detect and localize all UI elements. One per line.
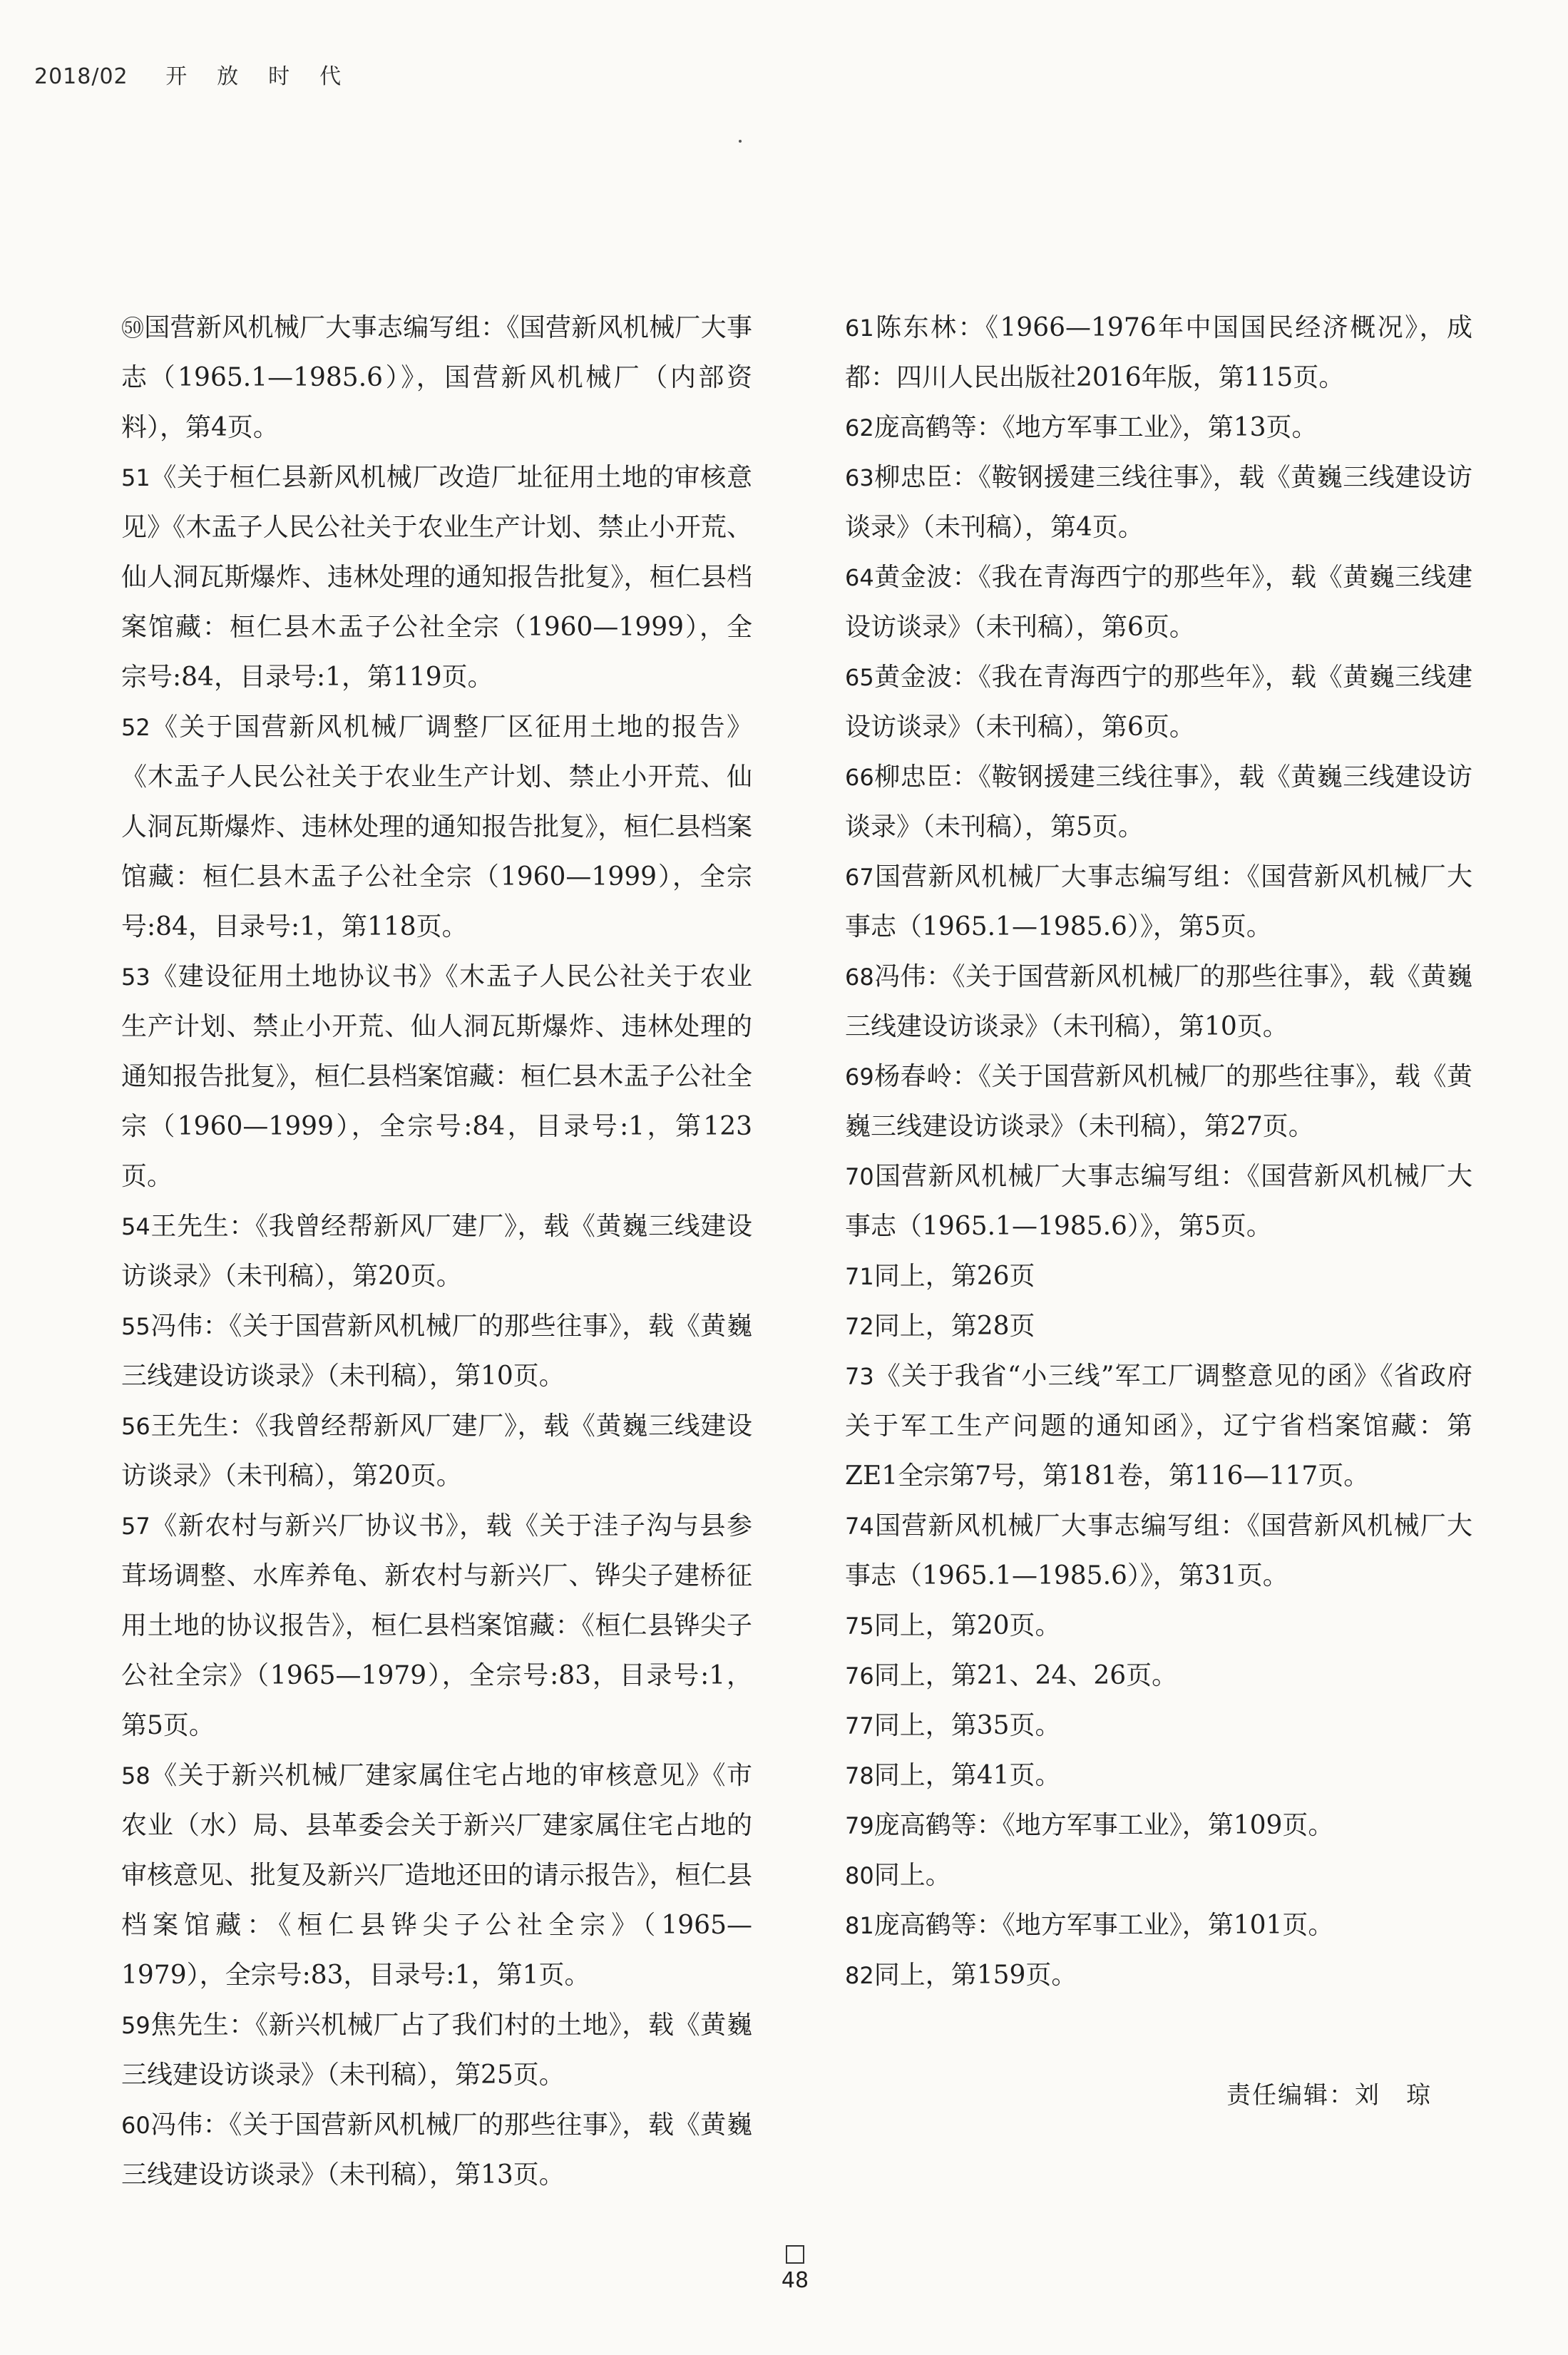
footnote-text: 黄金波：《我在青海西宁的那些年》，载《黄巍三线建设访谈录》（未刊稿），第6页。 xyxy=(845,663,1472,742)
footnote-text: 焦先生：《新兴机械厂占了我们村的土地》，载《黄巍三线建设访谈录》（未刊稿），第25页。 xyxy=(121,2011,752,2090)
footnote-number: 56 xyxy=(121,1413,150,1440)
footnote-text: 同上，第41页。 xyxy=(873,1761,1061,1790)
footnote-number: 71 xyxy=(845,1263,874,1290)
footnote xyxy=(121,453,752,703)
footnote xyxy=(845,653,1472,752)
footnote xyxy=(121,952,752,1202)
footnote-text: 陈东林：《1966—1976年中国国民经济概况》，成都：四川人民出版社2016年版，第115页。 xyxy=(845,313,1472,392)
footnote-text: 同上，第28页 xyxy=(873,1312,1035,1341)
footnote-number: 74 xyxy=(845,1513,874,1540)
footnote-text: 王先生：《我曾经帮新风厂建厂》，载《黄巍三线建设访谈录》（未刊稿），第20页。 xyxy=(121,1212,752,1291)
footnote-text: 国营新风机械厂大事志编写组：《国营新风机械厂大事志（1965.1—1985.6）》，第5页。 xyxy=(845,1162,1472,1241)
footnote-text: 柳忠臣：《鞍钢援建三线往事》，载《黄巍三线建设访谈录》（未刊稿），第4页。 xyxy=(845,463,1472,542)
footnote xyxy=(845,453,1472,553)
footnote xyxy=(845,1751,1472,1801)
footnote-number: 57 xyxy=(121,1513,150,1540)
footnote xyxy=(845,952,1472,1052)
footnote-number: 54 xyxy=(121,1213,150,1240)
footnote-number: 66 xyxy=(845,764,874,791)
footnote-text: 冯伟：《关于国营新风机械厂的那些往事》，载《黄巍三线建设访谈录》（未刊稿），第13页。 xyxy=(121,2110,752,2190)
footnote-number: 55 xyxy=(121,1313,150,1340)
footnote xyxy=(845,1501,1472,1601)
footnote-number: 79 xyxy=(845,1812,874,1839)
footnote xyxy=(845,303,1472,403)
footnote xyxy=(845,553,1472,653)
footnote-text: 《关于桓仁县新风机械厂改造厂址征用土地的审核意见》《木盂子人民公社关于农业生产计划、禁止小开荒、仙人洞瓦斯爆炸、违林处理的通知报告批复》，桓仁县档案馆藏：桓仁县木盂子公社全宗（1960—1999），全宗号:84，目录号:1，第119页。 xyxy=(121,463,752,692)
footnote xyxy=(845,1052,1472,1152)
footnote-text: 庞高鹤等：《地方军事工业》，第101页。 xyxy=(873,1911,1334,1940)
footnote-number: 67 xyxy=(845,864,874,891)
footnote-number: 68 xyxy=(845,964,874,991)
footnote-text: 王先生：《我曾经帮新风厂建厂》，载《黄巍三线建设访谈录》（未刊稿），第20页。 xyxy=(121,1411,752,1491)
running-header xyxy=(34,58,371,90)
page-marker-box xyxy=(786,2245,804,2264)
footnote xyxy=(845,1801,1472,1851)
footnote-number: 81 xyxy=(845,1912,874,1939)
footnote-text: 国营新风机械厂大事志编写组：《国营新风机械厂大事志（1965.1—1985.6）》，第31页。 xyxy=(845,1511,1472,1590)
footnote-number: 76 xyxy=(845,1662,874,1690)
scan-dot xyxy=(739,140,742,143)
notes-column-right xyxy=(845,303,1472,2001)
footnote xyxy=(845,752,1472,852)
footnote-text: 《关于国营新风机械厂调整厂区征用土地的报告》《木盂子人民公社关于农业生产计划、禁止小开荒、仙人洞瓦斯爆炸、违林处理的通知报告批复》，桓仁县档案馆藏：桓仁县木盂子公社全宗（1960—1999），全宗号:84，目录号:1，第118页。 xyxy=(121,712,752,941)
footnote xyxy=(845,1901,1472,1951)
footnote xyxy=(845,403,1472,453)
footnote-text: 《建设征用土地协议书》《木盂子人民公社关于农业生产计划、禁止小开荒、仙人洞瓦斯爆炸、违林处理的通知报告批复》，桓仁县档案馆藏：桓仁县木盂子公社全宗（1960—1999），全宗号:84，目录号:1，第123页。 xyxy=(121,962,752,1191)
footnote-number: 75 xyxy=(845,1613,874,1640)
page-number: 48 xyxy=(781,2268,809,2293)
footnote-number: 65 xyxy=(845,664,874,691)
footnote-text: 同上，第21、24、26页。 xyxy=(873,1661,1178,1690)
footnote xyxy=(121,703,752,952)
footnote xyxy=(845,1152,1472,1252)
footnote-text: 黄金波：《我在青海西宁的那些年》，载《黄巍三线建设访谈录》（未刊稿），第6页。 xyxy=(845,563,1472,642)
footnote-number: 62 xyxy=(845,414,874,441)
footnote xyxy=(121,2001,752,2100)
footnote-text: 《新农村与新兴厂协议书》，载《关于洼子沟与县参茸场调整、水库养龟、新农村与新兴厂、铧尖子建桥征用土地的协议报告》，桓仁县档案馆藏：《桓仁县铧尖子公社全宗》（1965—1979），全宗号:83，目录号:1，第5页。 xyxy=(121,1511,752,1740)
page-footer xyxy=(777,2245,813,2293)
footnote-text: 庞高鹤等：《地方军事工业》，第13页。 xyxy=(873,413,1318,442)
footnote-number: 61 xyxy=(845,315,874,342)
footnote-text: 庞高鹤等：《地方军事工业》，第109页。 xyxy=(873,1811,1334,1840)
footnote-number: ㊿ xyxy=(121,315,145,342)
notes-column-left xyxy=(121,303,752,2200)
footnote-number: 52 xyxy=(121,714,150,741)
footnote-text: 同上，第159页。 xyxy=(873,1961,1077,1990)
footnote-text: 同上，第26页 xyxy=(873,1262,1035,1291)
footnote-text: 同上。 xyxy=(873,1861,951,1890)
footnote xyxy=(121,303,752,453)
footnote-number: 69 xyxy=(845,1063,874,1090)
footnote-text: 同上，第35页。 xyxy=(873,1711,1061,1740)
footnote-text: 《关于我省“小三线”军工厂调整意见的函》《省政府关于军工生产问题的通知函》，辽宁省档案馆藏：第ZE1全宗第7号，第181卷，第116—117页。 xyxy=(845,1362,1472,1491)
footnote-text: 冯伟：《关于国营新风机械厂的那些往事》，载《黄巍三线建设访谈录》（未刊稿），第10页。 xyxy=(121,1312,752,1391)
footnote xyxy=(845,1851,1472,1901)
footnote-number: 77 xyxy=(845,1712,874,1740)
footnote-number: 60 xyxy=(121,2112,150,2139)
footnote-text: 杨春岭：《关于国营新风机械厂的那些往事》，载《黄巍三线建设访谈录》（未刊稿），第27页。 xyxy=(845,1062,1472,1141)
footnote-number: 63 xyxy=(845,464,874,491)
footnote xyxy=(121,1751,752,2001)
footnote-number: 70 xyxy=(845,1163,874,1190)
footnote xyxy=(121,1202,752,1302)
footnote xyxy=(845,1651,1472,1701)
footnote xyxy=(121,1401,752,1501)
footnote xyxy=(845,1252,1472,1302)
footnote-text: 国营新风机械厂大事志编写组：《国营新风机械厂大事志（1965.1—1985.6）》，国营新风机械厂（内部资料），第4页。 xyxy=(121,313,752,442)
footnote xyxy=(845,852,1472,952)
footnote-number: 59 xyxy=(121,2012,150,2039)
footnote-number: 72 xyxy=(845,1313,874,1340)
footnote-number: 58 xyxy=(121,1762,150,1789)
footnote xyxy=(845,1701,1472,1751)
footnote xyxy=(845,1951,1472,2001)
footnote-number: 73 xyxy=(845,1363,874,1390)
responsible-editor: 责任编辑：刘 琼 xyxy=(1226,2081,1432,2110)
footnote xyxy=(121,1501,752,1751)
footnote xyxy=(845,1302,1472,1352)
journal-title: 开放时代 xyxy=(165,64,371,89)
footnote-text: 国营新风机械厂大事志编写组：《国营新风机械厂大事志（1965.1—1985.6）》，第5页。 xyxy=(845,862,1472,941)
footnote-number: 82 xyxy=(845,1962,874,1989)
footnote-number: 53 xyxy=(121,964,150,991)
issue-label: 2018/02 xyxy=(34,64,128,89)
footnote-text: 柳忠臣：《鞍钢援建三线往事》，载《黄巍三线建设访谈录》（未刊稿），第5页。 xyxy=(845,762,1472,842)
footnote xyxy=(845,1601,1472,1651)
footnote-number: 78 xyxy=(845,1762,874,1789)
footnote xyxy=(121,2100,752,2200)
footnote-text: 冯伟：《关于国营新风机械厂的那些往事》，载《黄巍三线建设访谈录》（未刊稿），第10页。 xyxy=(845,962,1472,1041)
footnote xyxy=(845,1352,1472,1501)
footnote-number: 51 xyxy=(121,464,150,491)
footnote-number: 64 xyxy=(845,564,874,591)
footnote-text: 同上，第20页。 xyxy=(873,1611,1061,1640)
footnote xyxy=(121,1302,752,1401)
footnote-text: 《关于新兴机械厂建家属住宅占地的审核意见》《市农业（水）局、县革委会关于新兴厂建家属住宅占地的审核意见、批复及新兴厂造地还田的请示报告》，桓仁县档案馆藏：《桓仁县铧尖子公社全宗》（1965—1979），全宗号:83，目录号:1，第1页。 xyxy=(121,1761,752,1990)
footnote-number: 80 xyxy=(845,1862,874,1889)
